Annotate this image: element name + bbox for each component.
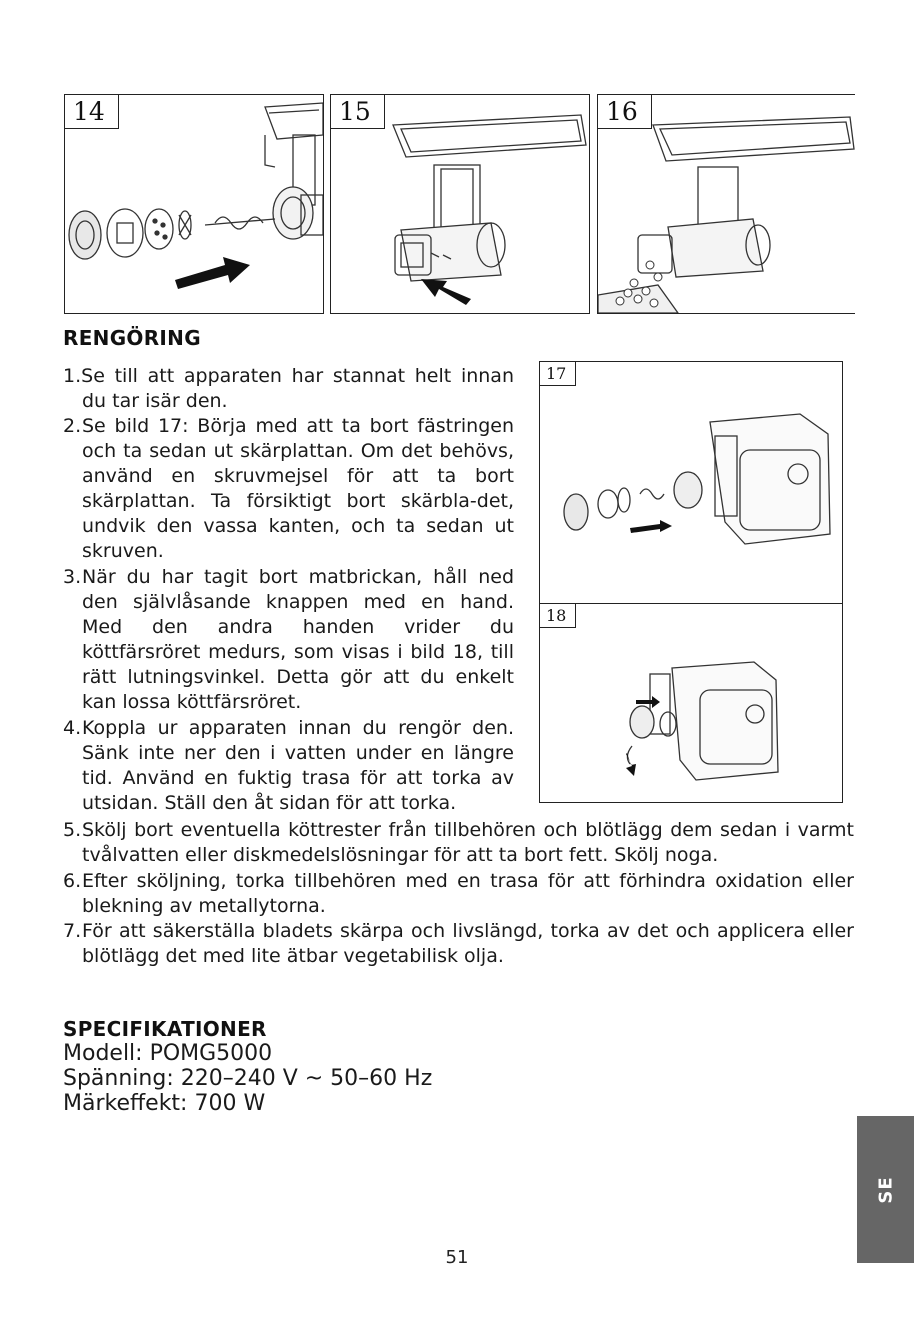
list-item [63,919,854,969]
step-number: 6. [63,870,82,892]
figure-14 [64,94,324,314]
step-text: Efter sköljning, torka tillbehören med en trasa för att förhindra oxidation eller blekning av metallytorna. [82,870,854,917]
spec-voltage: Spänning: 220–240 V ~ 50–60 Hz [63,1066,433,1091]
step-text: När du har tagit bort matbrickan, håll ned den självlåsande knappen med en hand. Med den andra handen vrider du köttfärsröret medurs, som visas i bild 18, till rätt lutningsvinkel. Detta gör att du enkelt kan lossa köttfärsröret. [82,566,514,713]
step-text: 1.Se till att apparaten har stannat helt innan du tar isär den. [63,365,514,412]
page-number: 51 [445,1247,469,1268]
list-item [63,414,514,564]
language-tab [857,1116,914,1263]
step-text: Se bild 17: Börja med att ta bort fästringen och ta sedan ut skärplattan. Om det behövs, använd en skruvmejsel för att ta bort skärplattan. Ta försiktigt bort skärbla-det, undvik den vassa kanten, och ta sedan ut skruven. [82,415,514,562]
step-number: 7. [63,920,82,942]
step-number: 2. [63,415,82,437]
list-item [63,364,514,414]
figure-number: 15 [331,95,385,129]
spec-power: Märkeffekt: 700 W [63,1091,266,1116]
step-number: 4. [63,717,82,739]
step-text: För att säkerställa bladets skärpa och livslängd, torka av det och applicera eller blötlägg det med lite ätbar vegetabilisk olja. [82,920,854,967]
figure-15 [330,94,590,314]
list-item [63,818,854,868]
figure-16 [597,94,855,314]
language-tab-label: SE [875,1175,896,1204]
spec-model: Modell: POMG5000 [63,1041,273,1066]
figure-number: 14 [65,95,119,129]
step-text: Koppla ur apparaten innan du rengör den. Sänk inte ner den i vatten under en längre tid. Använd en fuktig trasa för att torka av utsidan. Ställ den åt sidan för att torka. [82,717,514,814]
step-text: Skölj bort eventuella köttrester från tillbehören och blötlägg dem sedan i varmt tvålvatten eller diskmedelslösningar för att ta bort fett. Skölj noga. [82,819,854,866]
figure-number: 18 [540,604,576,628]
figure-number: 17 [540,362,576,386]
figure-17 [539,361,843,604]
list-item [63,716,514,816]
figure-18-illustration [540,604,843,803]
step-number: 3. [63,566,82,588]
figure-17-illustration [540,362,843,604]
figure-18 [539,603,843,803]
figure-number: 16 [598,95,652,129]
list-item [63,869,854,919]
step-number: 5. [63,819,82,841]
section-heading-specifications: SPECIFIKATIONER [63,1017,267,1041]
list-item [63,565,514,715]
section-heading-cleaning: RENGÖRING [63,326,201,350]
